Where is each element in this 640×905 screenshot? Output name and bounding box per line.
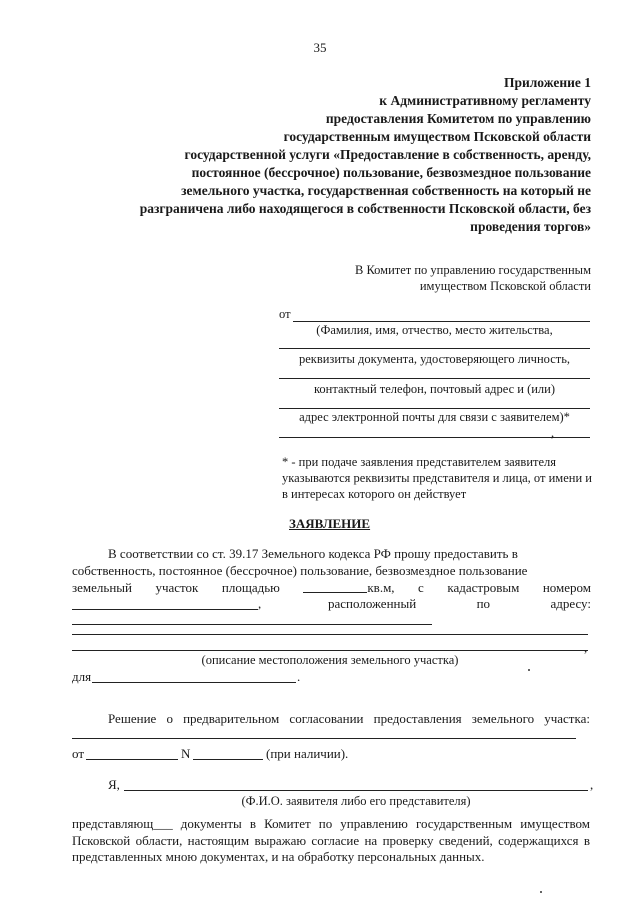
word-located: расположенный [328, 596, 417, 611]
applicant-name-line[interactable] [124, 790, 588, 791]
decision-number-line[interactable] [193, 759, 263, 760]
applicant-caption-1: (Фамилия, имя, отчество, место жительства, [316, 323, 553, 337]
statement-title: ЗАЯВЛЕНИЕ [289, 516, 371, 531]
decision-from-label: от [72, 746, 85, 761]
area-field[interactable] [303, 580, 394, 596]
page-number: 35 [313, 40, 327, 55]
applicant-caption-4: адрес электронной почты для связи с заявителем)* [299, 410, 570, 424]
decision-date-line[interactable] [86, 759, 178, 760]
applicant-caption-3: контактный телефон, почтовый адрес и (или) [313, 382, 556, 396]
i-label: Я, [108, 777, 120, 792]
applicant-line-4[interactable] [279, 408, 590, 409]
appendix-line-2: к Административному регламенту [379, 93, 591, 108]
appendix-line-4: государственным имуществом Псковской области [283, 129, 591, 144]
word-area: площадью [221, 580, 280, 595]
decision-text: Решение о предварительном согласовании предоставления земельного участка: [108, 711, 590, 726]
for-label: для [72, 669, 92, 684]
applicant-line-3[interactable] [279, 378, 590, 379]
fio-caption: (Ф.И.О. заявителя либо его представителя) [241, 794, 471, 808]
addressee-line-1: В Комитет по управлению государственным [354, 263, 591, 277]
appendix-line-7: земельного участка, государственная собственность на который не [181, 183, 591, 198]
address-line-3[interactable] [72, 650, 588, 651]
word-cadastral: кадастровым [447, 580, 520, 595]
word-at: по [476, 596, 491, 611]
location-caption: (описание местоположения земельного участка) [201, 653, 459, 667]
purpose-period: . [297, 669, 301, 684]
representative-note: * - при подаче заявления представителем заявителя указываются реквизиты представителя и лица, от имени и в интересах которого он действует [282, 455, 592, 501]
statement-line-3 [72, 580, 591, 596]
address-label-row [328, 596, 591, 612]
applicant-line-1[interactable] [293, 321, 590, 322]
scan-speck [540, 891, 542, 893]
cadastral-comma: , [258, 596, 262, 611]
statement-line-1: В соответствии со ст. 39.17 Земельного кодекса РФ прошу предоставить в [108, 546, 518, 561]
appendix-line-8: разграничена либо находящегося в собственности Псковской области, без [139, 201, 591, 216]
word-land: земельный [72, 580, 132, 595]
cadastral-number-line[interactable] [72, 609, 258, 610]
word-with: с [418, 580, 424, 595]
consent-text: представляющ___ документы в Комитет по управлению государственным имуществом Псковской области, настоящим выражаю согласие на проверку сведений, содержащихся в представленных мною документах, и на обработку персональных данных. [72, 816, 590, 864]
word-sqm: кв.м, [367, 580, 395, 595]
appendix-line-5: государственной услуги «Предоставление в собственность, аренду, [184, 147, 591, 162]
area-blank[interactable] [303, 580, 367, 593]
purpose-line[interactable] [92, 682, 296, 683]
decision-line[interactable] [72, 738, 576, 739]
appendix-line-9: проведения торгов» [470, 219, 591, 234]
address-line-2[interactable] [72, 634, 588, 635]
addressee-line-2: имуществом Псковской области [419, 279, 591, 293]
appendix-line-6: постоянное (бессрочное) пользование, безвозмездное пользование [191, 165, 591, 180]
applicant-caption-2: реквизиты документа, удостоверяющего личность, [298, 352, 571, 366]
word-address: адресу: [550, 596, 591, 611]
address-line-1[interactable] [72, 624, 432, 625]
scan-speck [528, 669, 530, 671]
appendix-line-3: предоставления Комитетом по управлению [325, 111, 591, 126]
applicant-name-comma: , [590, 777, 594, 792]
statement-line-2: собственность, постоянное (бессрочное) пользование, безвозмездное пользование [72, 563, 528, 578]
applicant-comma: , [551, 426, 555, 440]
appendix-line-1: Приложение 1 [503, 75, 591, 90]
from-label: от [279, 307, 291, 321]
applicant-line-5[interactable] [279, 437, 590, 438]
address-comma: , [584, 640, 588, 655]
decision-number-label: N [181, 746, 191, 761]
word-plot: участок [155, 580, 199, 595]
decision-if-any: (при наличии). [266, 746, 349, 761]
applicant-line-2[interactable] [279, 348, 590, 349]
word-number: номером [542, 580, 591, 595]
